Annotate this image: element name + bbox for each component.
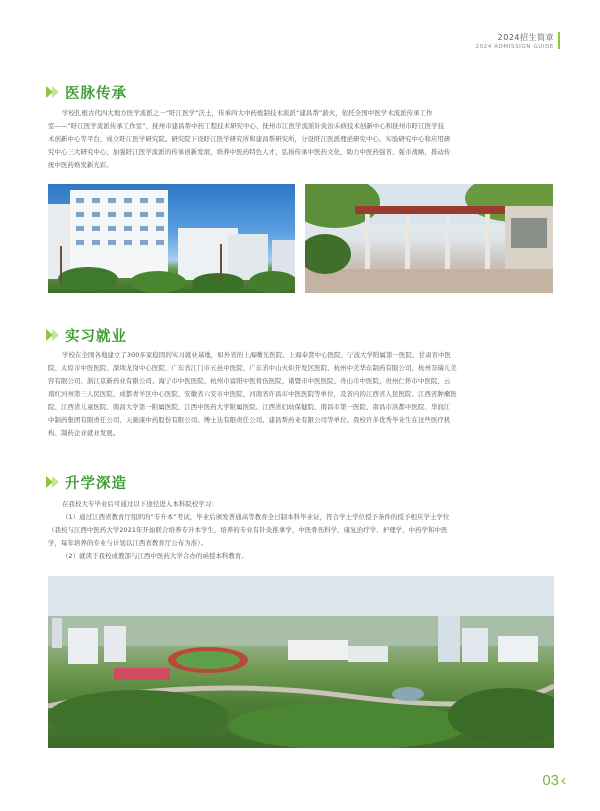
- building-photo: [48, 184, 295, 293]
- chevron-left-icon: ‹: [561, 772, 566, 789]
- header-title: 2024招生简章: [497, 33, 554, 42]
- heritage-paragraph: 学校扎根古代四大地方医学流派之一“盱江医学”沃土，传承四大中药炮制技术流派“建昌帮”薪火，依托全国中医学术流派传承工作 室——“盱江医学流派传承工作室”、抚州市建昌帮中药工程技术研究中心、抚州市江医学流派针灸治未病技术创新中心和抚州市盱江医学技 术创新中心等平台，成立盱江医学研究院。研究院下设盱江医学研究所和建昌帮研究所，分设盱江医派理论研究中心、实验研究中心和应用研 究中心三大研究中心，加强盱江医学流派的传承创新发展，培养中医药特色人才，弘扬传承中医药文化，助力中医药强省、强市战略，推动传 统中医药焕发新光彩。: [48, 109, 451, 169]
- double-arrow-icon: [46, 85, 60, 99]
- header-accent-bar: [558, 32, 560, 49]
- page-header: [475, 34, 554, 51]
- section-title-further-study: 升学深造: [46, 472, 127, 492]
- section-title-heritage: 医脉传承: [46, 82, 127, 102]
- double-arrow-icon: [46, 475, 60, 489]
- section-title-internship: 实习就业: [46, 325, 127, 345]
- pergola-photo: [305, 184, 553, 293]
- internship-paragraph: 学校在全国各地建立了300多家稳固的实习就业基地，如外省的上海曙光医院、上海奉贤中心医院、宁波大学附属第一医院、甘肃省中医 院、太原市中医医院、深圳龙岗中心医院、广东省江门市五邑中医院、广东省中山火炬开发区医院、杭州中美华东制药有限公司、杭州奈瑞儿美 容有限公司、浙江京新药业有限公司、海宁市中医医院、杭州市富阳中医骨伤医院、诸暨市中医医院、舟山市中医院、贵州仁怀市中医院、云 南红河州第三人民医院、成都青羊区中心医院、安徽省六安市中医院、河南省许昌市中医医院等单位，及省内的江西省人民医院、江西省肿瘤医 院、江西省儿童医院、南昌大学第一附属医院、江西中医药大学附属医院、江西省妇幼保健院、南昌市第一医院、南昌市洪都中医院、华润江 中制药集团有限责任公司、天施康中药股份有限公司、博士达有限责任公司、建昌帮药业有限公司等单位。我校许多优秀毕业生在这些医疗机 构、制药企业就业发展。: [48, 351, 457, 437]
- further-study-paragraph: 在我校大专毕业后可通过以下途径进入本科院校学习： （1）通过江西省教育厅组织的“专升本”考试，毕业后颁发普通高等教育全日制本科毕业证，符合学士学位授予条件的授予相应学士学位 （我校与江西中医药大学2021年开始联合培养专升本学生，培养的专业有针灸推拿学、中医骨伤科学、康复治疗学、护理学、中药学和中医 学，每年培养的专业与计划以江西省教育厅公布为准）。 （2）就读于我校成教部与江西中医药大学合办的函授本科教育。: [48, 500, 450, 560]
- double-arrow-icon: [46, 328, 60, 342]
- page-number: 03 ‹: [542, 772, 566, 789]
- campus-aerial-photo: [48, 576, 554, 748]
- header-subtitle: 2024 ADMISSION GUIDE: [475, 44, 554, 50]
